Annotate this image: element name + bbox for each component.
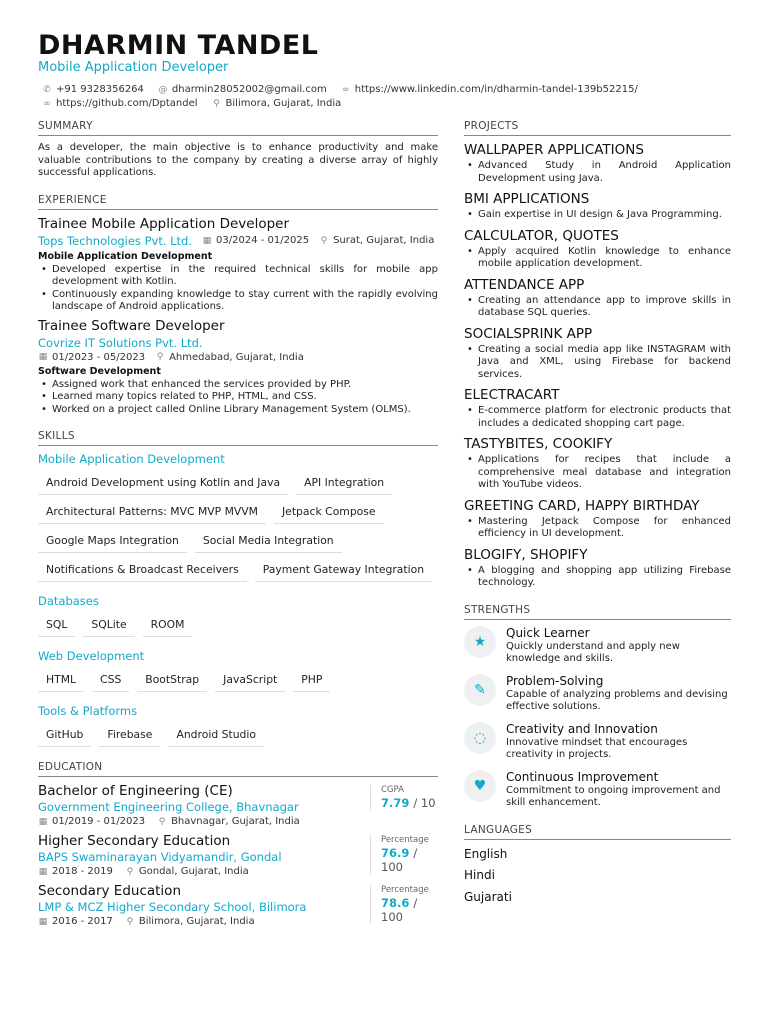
grade-value-row xyxy=(381,896,438,924)
grade-max: / 100 xyxy=(381,896,418,924)
skill-tags xyxy=(38,669,438,692)
job-entry xyxy=(38,318,438,417)
calendar-icon: ▦ xyxy=(38,916,48,927)
education-dates xyxy=(38,916,113,927)
location-icon: ⚲ xyxy=(126,866,134,877)
job-bullet: • Developed expertise in the required technical skills for mobile app development with Kotlin. xyxy=(38,264,438,289)
location-icon: ⚲ xyxy=(126,916,134,927)
location-text: Bilimora, Gujarat, India xyxy=(225,98,342,109)
job-title: Trainee Software Developer xyxy=(38,317,225,334)
email-icon: @ xyxy=(158,84,168,95)
education-entry xyxy=(38,833,438,877)
education-degree: Bachelor of Engineering (CE) xyxy=(38,783,233,799)
education-grade xyxy=(370,835,438,874)
skill-group-title: Databases xyxy=(38,594,99,608)
section-title-languages: LANGUAGES xyxy=(464,824,731,840)
job-location xyxy=(155,352,304,363)
education-school: Government Engineering College, Bhavnagar xyxy=(38,800,299,814)
strength-text xyxy=(506,770,731,810)
job-bullets xyxy=(38,264,438,314)
section-title-experience: EXPERIENCE xyxy=(38,194,438,210)
job-dates xyxy=(38,352,145,363)
strength-text xyxy=(506,722,731,762)
job-bullet: • Continuously expanding knowledge to stay current with the rapidly evolving landscape of Android applications. xyxy=(38,289,438,314)
location-icon: ⚲ xyxy=(156,352,164,362)
left-column xyxy=(38,120,438,927)
skill-tag: SQLite xyxy=(83,614,134,637)
section-title-strengths: STRENGTHS xyxy=(464,604,731,620)
phone-icon: ✆ xyxy=(43,84,51,95)
skill-tag: Social Media Integration xyxy=(195,530,342,553)
grade-max: / 10 xyxy=(413,796,436,810)
candidate-role: Mobile Application Developer xyxy=(38,60,229,75)
education-location-text: Bilimora, Gujarat, India xyxy=(138,916,255,927)
project-bullets xyxy=(464,565,731,590)
skill-tag: Android Studio xyxy=(168,724,264,747)
grade-label: Percentage xyxy=(381,885,429,895)
project-bullets xyxy=(464,160,731,185)
job-meta xyxy=(38,234,438,248)
strength-text xyxy=(506,626,731,666)
strength-desc: Innovative mindset that encourages creativity in projects. xyxy=(506,736,688,760)
skill-tag: Google Maps Integration xyxy=(38,530,187,553)
education-school: BAPS Swaminarayan Vidyamandir, Gondal xyxy=(38,850,282,864)
project-title: CALCULATOR, QUOTES xyxy=(464,227,619,244)
skill-tag: HTML xyxy=(38,669,84,692)
skill-tag: SQL xyxy=(38,614,75,637)
calendar-icon: ▦ xyxy=(202,235,212,246)
strength-title: Creativity and Innovation xyxy=(506,721,658,736)
job-subrole: Mobile Application Development xyxy=(38,250,213,262)
job-dates-text: 03/2024 - 01/2025 xyxy=(216,235,310,246)
contact-location xyxy=(212,98,342,109)
education-dates-text: 01/2019 - 01/2023 xyxy=(52,816,146,827)
project-desc: • Creating an attendance app to improve skills in database SQL queries. xyxy=(464,295,731,320)
education-meta xyxy=(38,816,438,827)
skill-tag: Notifications & Broadcast Receivers xyxy=(38,559,247,582)
skill-tag: JavaScript xyxy=(215,669,285,692)
project-desc: • Apply acquired Kotlin knowledge to enhance mobile application development. xyxy=(464,246,731,271)
education-location-text: Gondal, Gujarat, India xyxy=(138,866,249,877)
grade-label: Percentage xyxy=(381,835,429,845)
education-location-text: Bhavnagar, Gujarat, India xyxy=(171,816,300,827)
project-desc: • Creating a social media app like INSTAGRAM with Java and XML, using Firebase for backend services. xyxy=(464,344,731,382)
contact-phone[interactable] xyxy=(42,84,144,95)
project-bullets xyxy=(464,246,731,271)
skill-group-title: Web Development xyxy=(38,649,145,663)
contact-row-2 xyxy=(42,98,341,109)
link-icon: ∞ xyxy=(43,98,51,109)
section-title-summary: SUMMARY xyxy=(38,120,438,136)
grade-value: 76.9 xyxy=(381,846,410,860)
strength-title: Continuous Improvement xyxy=(506,769,659,784)
job-title: Trainee Mobile Application Developer xyxy=(38,215,290,232)
link-icon: ∞ xyxy=(341,84,350,95)
grade-value-row xyxy=(381,796,438,810)
contact-row-1 xyxy=(42,84,638,95)
strength-item xyxy=(464,674,731,714)
project-title: ELECTRACART xyxy=(464,387,560,403)
project-title: SOCIALSPRINK APP xyxy=(464,325,593,342)
skill-tag: GitHub xyxy=(38,724,91,747)
language-item: Gujarati xyxy=(464,889,512,904)
section-title-education: EDUCATION xyxy=(38,761,438,777)
project-bullets xyxy=(464,405,731,430)
education-dates-text: 2018 - 2019 xyxy=(52,866,113,877)
project-title: WALLPAPER APPLICATIONS xyxy=(464,142,644,158)
strength-title: Problem-Solving xyxy=(506,673,604,688)
skill-tag: Payment Gateway Integration xyxy=(255,559,432,582)
job-meta xyxy=(38,352,438,363)
skill-tag: Android Development using Kotlin and Java xyxy=(38,472,288,495)
job-company: Tops Technologies Pvt. Ltd. xyxy=(38,233,193,248)
skill-tag: PHP xyxy=(293,669,330,692)
calendar-icon: ▦ xyxy=(38,352,48,362)
project-desc: • A blogging and shopping app utilizing Firebase technology. xyxy=(464,565,731,590)
grade-value: 7.79 xyxy=(381,796,410,810)
skill-tag: API Integration xyxy=(296,472,392,495)
github-text: https://github.com/Dptandel xyxy=(56,98,198,109)
summary-text: As a developer, the main objective is to enhance productivity and make valuable contributions to the company by creating a diverse array of highly successful applications. xyxy=(38,142,438,178)
education-dates xyxy=(38,816,145,827)
right-column xyxy=(464,120,731,906)
project-title: GREETING CARD, HAPPY BIRTHDAY xyxy=(464,497,700,514)
skill-tag: CSS xyxy=(92,669,129,692)
skill-tag: ROOM xyxy=(143,614,193,637)
strength-desc: Capable of analyzing problems and devising effective solutions. xyxy=(506,688,728,712)
education-location xyxy=(157,816,300,827)
project-desc: • E-commerce platform for electronic products that includes a dedicated shopping cart page. xyxy=(464,405,731,430)
job-dates xyxy=(202,235,309,246)
job-bullet: • Learned many topics related to PHP, HTML, and CSS. xyxy=(38,391,438,404)
grade-value-row xyxy=(381,846,438,874)
project-bullets xyxy=(464,295,731,320)
location-icon: ⚲ xyxy=(213,98,220,109)
project-title: BLOGIFY, SHOPIFY xyxy=(464,546,588,563)
puzzle-icon: ✎ xyxy=(464,674,496,706)
linkedin-text: https://www.linkedin.com/in/dharmin-tandel-139b52215/ xyxy=(354,84,638,95)
job-dates-text: 01/2023 - 05/2023 xyxy=(52,351,146,363)
skill-tags xyxy=(38,472,438,582)
project-bullets xyxy=(464,516,731,541)
job-location-text: Surat, Gujarat, India xyxy=(333,235,435,246)
grade-max: / 100 xyxy=(381,846,418,874)
strength-item xyxy=(464,626,731,666)
section-title-projects: PROJECTS xyxy=(464,120,731,136)
calendar-icon: ▦ xyxy=(38,866,48,877)
education-grade xyxy=(370,885,438,924)
education-location xyxy=(125,866,249,877)
lightbulb-icon: ◌ xyxy=(464,722,496,754)
strength-text xyxy=(506,674,731,714)
education-grade xyxy=(370,785,438,810)
candidate-name: DHARMIN TANDEL xyxy=(38,30,319,61)
phone-text: +91 9328356264 xyxy=(56,84,144,95)
strength-desc: Commitment to ongoing improvement and skill enhancement. xyxy=(506,784,721,808)
education-degree: Secondary Education xyxy=(38,883,181,899)
contact-github[interactable] xyxy=(42,98,198,109)
location-icon: ⚲ xyxy=(320,235,328,246)
strength-title: Quick Learner xyxy=(506,625,590,640)
job-location xyxy=(319,235,434,246)
project-title: ATTENDANCE APP xyxy=(464,276,585,293)
skill-group-title: Mobile Application Development xyxy=(38,452,225,466)
skill-tag: Firebase xyxy=(99,724,160,747)
job-subrole: Software Development xyxy=(38,365,161,377)
education-dates-text: 2016 - 2017 xyxy=(52,916,113,927)
education-location xyxy=(125,916,255,927)
email-text: dharmin28052002@gmail.com xyxy=(171,84,327,95)
job-bullet: • Worked on a project called Online Library Management System (OLMS). xyxy=(38,404,438,417)
project-bullets xyxy=(464,344,731,382)
project-desc: • Mastering Jetpack Compose for enhanced efficiency in UI development. xyxy=(464,516,731,541)
skill-tag: Jetpack Compose xyxy=(274,501,384,524)
contact-email[interactable] xyxy=(158,84,327,95)
education-school: LMP & MCZ Higher Secondary School, Bilimora xyxy=(38,900,307,914)
project-title: TASTYBITES, COOKIFY xyxy=(464,436,613,452)
language-item: Hindi xyxy=(464,868,495,882)
education-entry xyxy=(38,883,438,927)
project-bullets xyxy=(464,209,731,222)
heart-icon: ♥ xyxy=(464,770,496,802)
project-bullets xyxy=(464,454,731,492)
job-bullet: • Assigned work that enhanced the services provided by PHP. xyxy=(38,379,438,392)
strength-item xyxy=(464,722,731,762)
grade-value: 78.6 xyxy=(381,896,410,910)
skill-tags xyxy=(38,724,438,747)
location-icon: ⚲ xyxy=(158,816,166,827)
grade-label: CGPA xyxy=(381,785,404,795)
skill-tags xyxy=(38,614,438,637)
contact-linkedin[interactable] xyxy=(341,84,638,95)
section-title-skills: SKILLS xyxy=(38,430,438,446)
project-desc: • Advanced Study in Android Application Development using Java. xyxy=(464,160,731,185)
job-bullets xyxy=(38,379,438,417)
project-desc: • Gain expertise in UI design & Java Programming. xyxy=(464,209,731,222)
skill-tag: Architectural Patterns: MVC MVP MVVM xyxy=(38,501,266,524)
language-item: English xyxy=(464,846,508,861)
calendar-icon: ▦ xyxy=(38,816,48,827)
education-entry xyxy=(38,783,438,827)
education-dates xyxy=(38,866,113,877)
project-desc: • Applications for recipes that include a comprehensive meal database and integration with YouTube videos. xyxy=(464,454,731,492)
strength-item xyxy=(464,770,731,810)
project-title: BMI APPLICATIONS xyxy=(464,191,590,207)
strength-desc: Quickly understand and apply new knowledge and skills. xyxy=(506,640,680,664)
skill-tag: BootStrap xyxy=(137,669,207,692)
job-company: Covrize IT Solutions Pvt. Ltd. xyxy=(38,335,203,350)
skill-group-title: Tools & Platforms xyxy=(38,704,138,718)
star-icon: ★ xyxy=(464,626,496,658)
job-entry xyxy=(38,216,438,314)
education-degree: Higher Secondary Education xyxy=(38,833,231,849)
job-location-text: Ahmedabad, Gujarat, India xyxy=(169,351,304,363)
job-meta xyxy=(38,336,438,350)
